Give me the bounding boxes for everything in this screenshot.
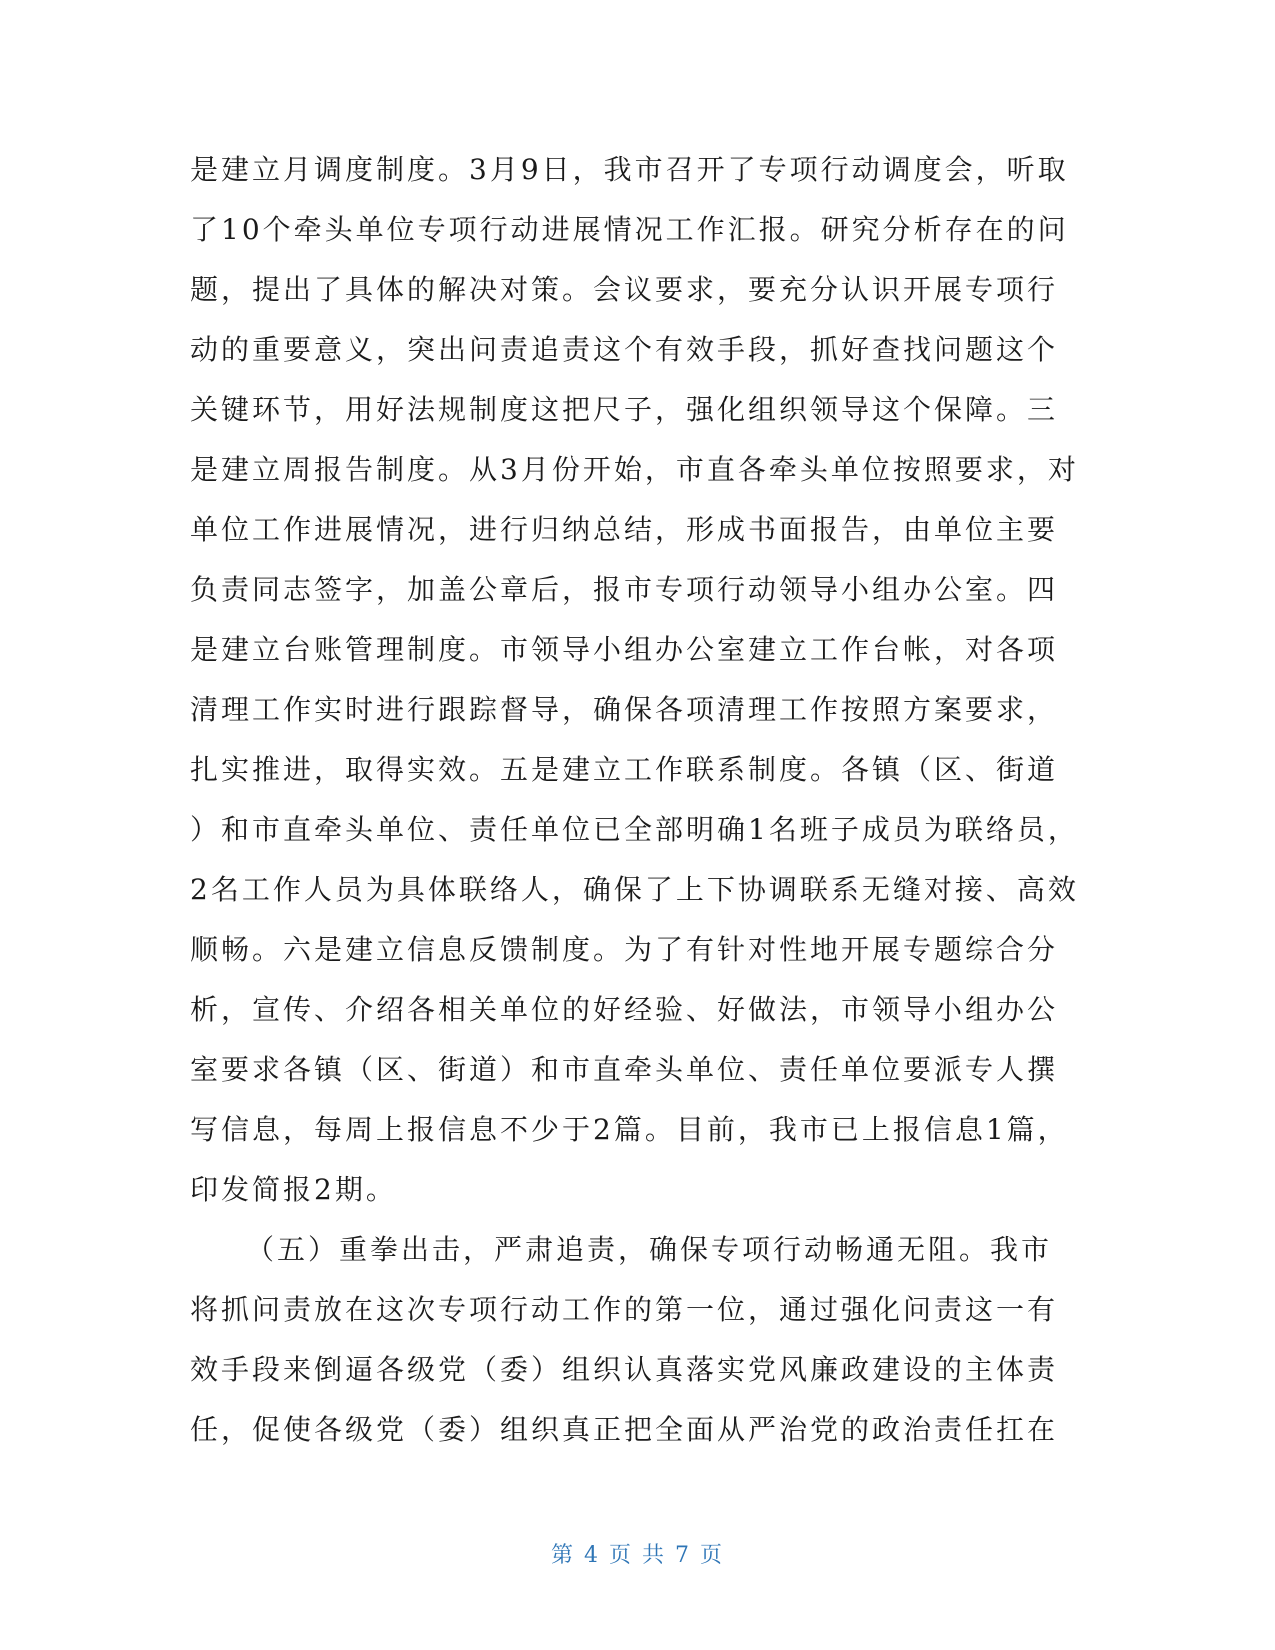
text-line: 任，促使各级党（委）组织真正把全面从严治党的政治责任扛在 [190,1413,1059,1446]
text-line: 2名工作人员为具体联络人，确保了上下协调联系无缝对接、高效 [190,873,1079,906]
text-line: 扎实推进，取得实效。五是建立工作联系制度。各镇（区、街道 [190,753,1059,786]
text-line: 了10个牵头单位专项行动进展情况工作汇报。研究分析存在的问 [190,213,1069,246]
text-line: 是建立周报告制度。从3月份开始，市直各牵头单位按照要求，对 [190,453,1079,486]
page-number-footer: 第 4 页 共 7 页 [551,1543,724,1568]
text-line: 单位工作进展情况，进行归纳总结，形成书面报告，由单位主要 [190,513,1059,546]
body-text [190,140,1079,1460]
text-line: 动的重要意义，突出问责追责这个有效手段，抓好查找问题这个 [190,333,1059,366]
text-line: 关键环节，用好法规制度这把尺子，强化组织领导这个保障。三 [190,393,1059,426]
text-line: 将抓问责放在这次专项行动工作的第一位，通过强化问责这一有 [190,1293,1059,1326]
text-line: ）和市直牵头单位、责任单位已全部明确1名班子成员为联络员， [190,813,1079,846]
text-line: 负责同志签字，加盖公章后，报市专项行动领导小组办公室。四 [190,573,1059,606]
text-line: 室要求各镇（区、街道）和市直牵头单位、责任单位要派专人撰 [190,1053,1059,1086]
text-line: 清理工作实时进行跟踪督导，确保各项清理工作按照方案要求， [190,693,1059,726]
section-heading-line: （五）重拳出击，严肃追责，确保专项行动畅通无阻。我市 [246,1233,1053,1266]
text-line: 写信息，每周上报信息不少于2篇。目前，我市已上报信息1篇， [190,1113,1069,1146]
text-line: 顺畅。六是建立信息反馈制度。为了有针对性地开展专题综合分 [190,933,1059,966]
text-line: 是建立月调度制度。3月9日，我市召开了专项行动调度会，听取 [190,153,1069,186]
text-line: 印发简报2期。 [190,1173,397,1206]
text-line: 题，提出了具体的解决对策。会议要求，要充分认识开展专项行 [190,273,1059,306]
text-line: 效手段来倒逼各级党（委）组织认真落实党风廉政建设的主体责 [190,1353,1059,1386]
text-line: 是建立台账管理制度。市领导小组办公室建立工作台帐，对各项 [190,633,1059,666]
text-line: 析，宣传、介绍各相关单位的好经验、好做法，市领导小组办公 [190,993,1059,1026]
